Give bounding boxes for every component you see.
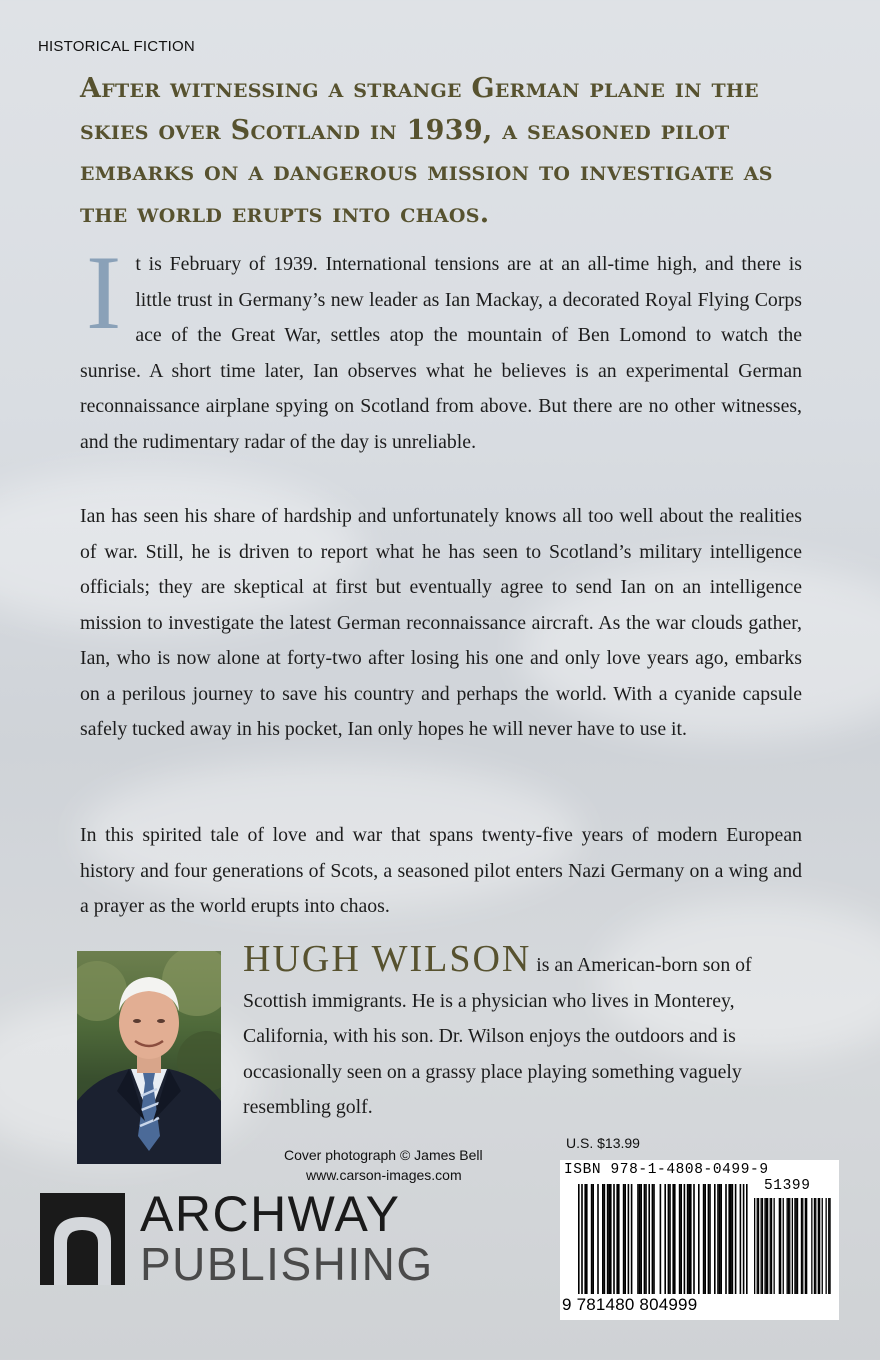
barcode-bar bbox=[766, 1198, 767, 1294]
barcode-bar bbox=[801, 1198, 802, 1294]
archway-logo-icon bbox=[40, 1193, 125, 1285]
barcode-bar bbox=[637, 1184, 639, 1294]
barcode-bar bbox=[767, 1198, 768, 1294]
barcode-bar bbox=[709, 1184, 711, 1294]
barcode-bar bbox=[762, 1198, 763, 1294]
barcode-bar bbox=[728, 1184, 730, 1294]
synopsis-paragraph-2: Ian has seen his share of hardship and unfortunately knows all too well about the realities of war. Still, he is driven to report what he has seen to Scotland’s military intelligence officials; they are skeptical at first but eventually agree to send Ian on an intelligence mission to investigate the latest German reconnaissance aircraft. As the war clouds gather, Ian, who is now alone at forty-two after losing his one and only love years ago, embarks on a perilous journey to save his country and perhaps the world. With a cyanide capsule safely tucked away in his pocket, Ian only hopes he will never have to use it. bbox=[80, 505, 802, 740]
barcode-bar bbox=[703, 1184, 705, 1294]
barcode-bar bbox=[660, 1184, 662, 1294]
barcode-bar bbox=[794, 1198, 795, 1294]
synopsis-paragraph-1-text: t is February of 1939. International tensions are at an all-time high, and there is little trust in Germany’s new leader as Ian Mackay, a decorated Royal Flying Corps ace of the Great War, settles atop the mountain of Ben Lomond to watch the sunrise. A short time later, Ian observes what he believes is an experimental German reconnaissance airplane spying on Scotland from above. But there are no other witnesses, and the rudimentary radar of the day is unreliable. bbox=[80, 253, 802, 453]
barcode-bar bbox=[607, 1184, 609, 1294]
barcode-bar bbox=[805, 1198, 806, 1294]
barcode-bar bbox=[652, 1184, 654, 1294]
barcode-bar bbox=[578, 1184, 580, 1294]
genre-label: HISTORICAL FICTION bbox=[38, 38, 195, 55]
barcode-bar bbox=[787, 1198, 788, 1294]
synopsis-paragraph-1 bbox=[80, 234, 802, 460]
barcode-bar bbox=[815, 1198, 816, 1294]
barcode-bar bbox=[586, 1184, 588, 1294]
barcode-bar bbox=[591, 1184, 593, 1294]
barcode-bar bbox=[698, 1184, 700, 1294]
barcode-bar bbox=[732, 1184, 734, 1294]
barcode-bar bbox=[680, 1184, 682, 1294]
barcode-bar bbox=[704, 1184, 706, 1294]
barcode-bar bbox=[806, 1198, 807, 1294]
barcode-bar bbox=[653, 1184, 655, 1294]
barcode-bar bbox=[628, 1184, 630, 1294]
photo-credit-line: Cover photograph © James Bell bbox=[284, 1147, 483, 1163]
publisher-name-line-2: PUBLISHING bbox=[140, 1238, 434, 1290]
barcode-bar bbox=[592, 1184, 594, 1294]
barcode-bar bbox=[779, 1198, 780, 1294]
barcode-bar bbox=[608, 1184, 610, 1294]
barcode-bar bbox=[687, 1184, 689, 1294]
barcode-bar bbox=[814, 1198, 815, 1294]
barcode-bar bbox=[754, 1198, 755, 1294]
barcode-bar bbox=[720, 1184, 722, 1294]
barcode-bar bbox=[735, 1184, 737, 1294]
barcode-box bbox=[560, 1160, 839, 1320]
author-bio bbox=[243, 940, 811, 1126]
barcode-bar bbox=[757, 1198, 758, 1294]
barcode-bar bbox=[743, 1184, 745, 1294]
barcode-bar bbox=[616, 1184, 618, 1294]
barcode-bar bbox=[730, 1184, 732, 1294]
barcode-bar bbox=[618, 1184, 620, 1294]
barcode-bar bbox=[674, 1184, 676, 1294]
barcode-bar bbox=[584, 1184, 586, 1294]
barcode-bar bbox=[783, 1198, 784, 1294]
headline: After witnessing a strange German plane in the skies over Scotland in 1939, a seasoned pilot embarks on a dangerous mission to investigate as the world erupts into chaos. bbox=[80, 73, 773, 229]
barcode-bar bbox=[725, 1184, 727, 1294]
price-label: U.S. $13.99 bbox=[566, 1135, 640, 1151]
barcode-bar bbox=[581, 1184, 583, 1294]
barcode-bar bbox=[802, 1198, 803, 1294]
barcode-bar bbox=[693, 1184, 695, 1294]
barcode-bar bbox=[640, 1184, 642, 1294]
barcode-addon-text: 51399 bbox=[764, 1178, 811, 1194]
barcode-bar bbox=[789, 1198, 790, 1294]
barcode-bar bbox=[796, 1198, 797, 1294]
barcode-bar bbox=[829, 1198, 830, 1294]
drop-cap: I bbox=[86, 234, 122, 351]
author-portrait-icon bbox=[77, 951, 221, 1164]
barcode-bar bbox=[826, 1198, 827, 1294]
barcode-bar bbox=[669, 1184, 671, 1294]
photo-credit bbox=[284, 1145, 544, 1185]
synopsis-paragraph-3: In this spirited tale of love and war that spans twenty-five years of modern European history and four generations of Scots, a seasoned pilot enters Nazi Germany on a wing and a prayer as the world erupts into chaos. bbox=[80, 824, 802, 917]
barcode-bar bbox=[684, 1184, 686, 1294]
barcode-bar bbox=[645, 1184, 647, 1294]
barcode-bar bbox=[604, 1184, 606, 1294]
barcode-bar bbox=[679, 1184, 681, 1294]
barcode-bar bbox=[708, 1184, 710, 1294]
barcode-bar bbox=[602, 1184, 604, 1294]
barcode-bar bbox=[613, 1184, 615, 1294]
barcode-bar bbox=[771, 1198, 772, 1294]
barcode-bar bbox=[623, 1184, 625, 1294]
barcode-bar bbox=[740, 1184, 742, 1294]
barcode-bar bbox=[688, 1184, 690, 1294]
barcode-bar bbox=[758, 1198, 759, 1294]
barcode-bar bbox=[639, 1184, 641, 1294]
author-photo bbox=[77, 951, 221, 1164]
barcode-bar bbox=[610, 1184, 612, 1294]
barcode-bar bbox=[761, 1198, 762, 1294]
barcode-bar bbox=[780, 1198, 781, 1294]
barcode-bar bbox=[644, 1184, 646, 1294]
barcode-bar bbox=[717, 1184, 719, 1294]
barcode-bar bbox=[714, 1184, 716, 1294]
barcode-bar bbox=[811, 1198, 812, 1294]
barcode-bar bbox=[797, 1198, 798, 1294]
barcode-bar bbox=[719, 1184, 721, 1294]
barcode-bar bbox=[690, 1184, 692, 1294]
author-name: HUGH WILSON bbox=[243, 938, 532, 980]
isbn-text: ISBN 978-1-4808-0499-9 bbox=[564, 1162, 769, 1178]
barcode-bar bbox=[624, 1184, 626, 1294]
author-bio-text: is an American-born son of Scottish immigrants. He is a physician who lives in Monterey, California, with his son. Dr. Wilson enjoys the outdoors and is occasionally seen on a grassy place playing something vaguely resembling golf. bbox=[243, 954, 752, 1118]
barcode-bar bbox=[764, 1198, 765, 1294]
barcode-bar bbox=[664, 1184, 666, 1294]
barcode-bar bbox=[788, 1198, 789, 1294]
barcode-digits: 9 781480 804999 bbox=[562, 1295, 698, 1314]
photo-credit-url: www.carson-images.com bbox=[306, 1167, 462, 1183]
barcode-bar bbox=[828, 1198, 829, 1294]
barcode-bar bbox=[770, 1198, 771, 1294]
barcode-bar bbox=[818, 1198, 819, 1294]
barcode-bar bbox=[822, 1198, 823, 1294]
barcode-bar bbox=[819, 1198, 820, 1294]
barcode-bar bbox=[648, 1184, 650, 1294]
barcode-bar bbox=[792, 1198, 793, 1294]
barcode-bar bbox=[746, 1184, 748, 1294]
barcode-bar bbox=[774, 1198, 775, 1294]
barcode-bar bbox=[597, 1184, 599, 1294]
barcode-bar bbox=[668, 1184, 670, 1294]
barcode-bar bbox=[672, 1184, 674, 1294]
publisher-name-line-1: ARCHWAY bbox=[140, 1186, 401, 1242]
barcode-bar bbox=[631, 1184, 633, 1294]
